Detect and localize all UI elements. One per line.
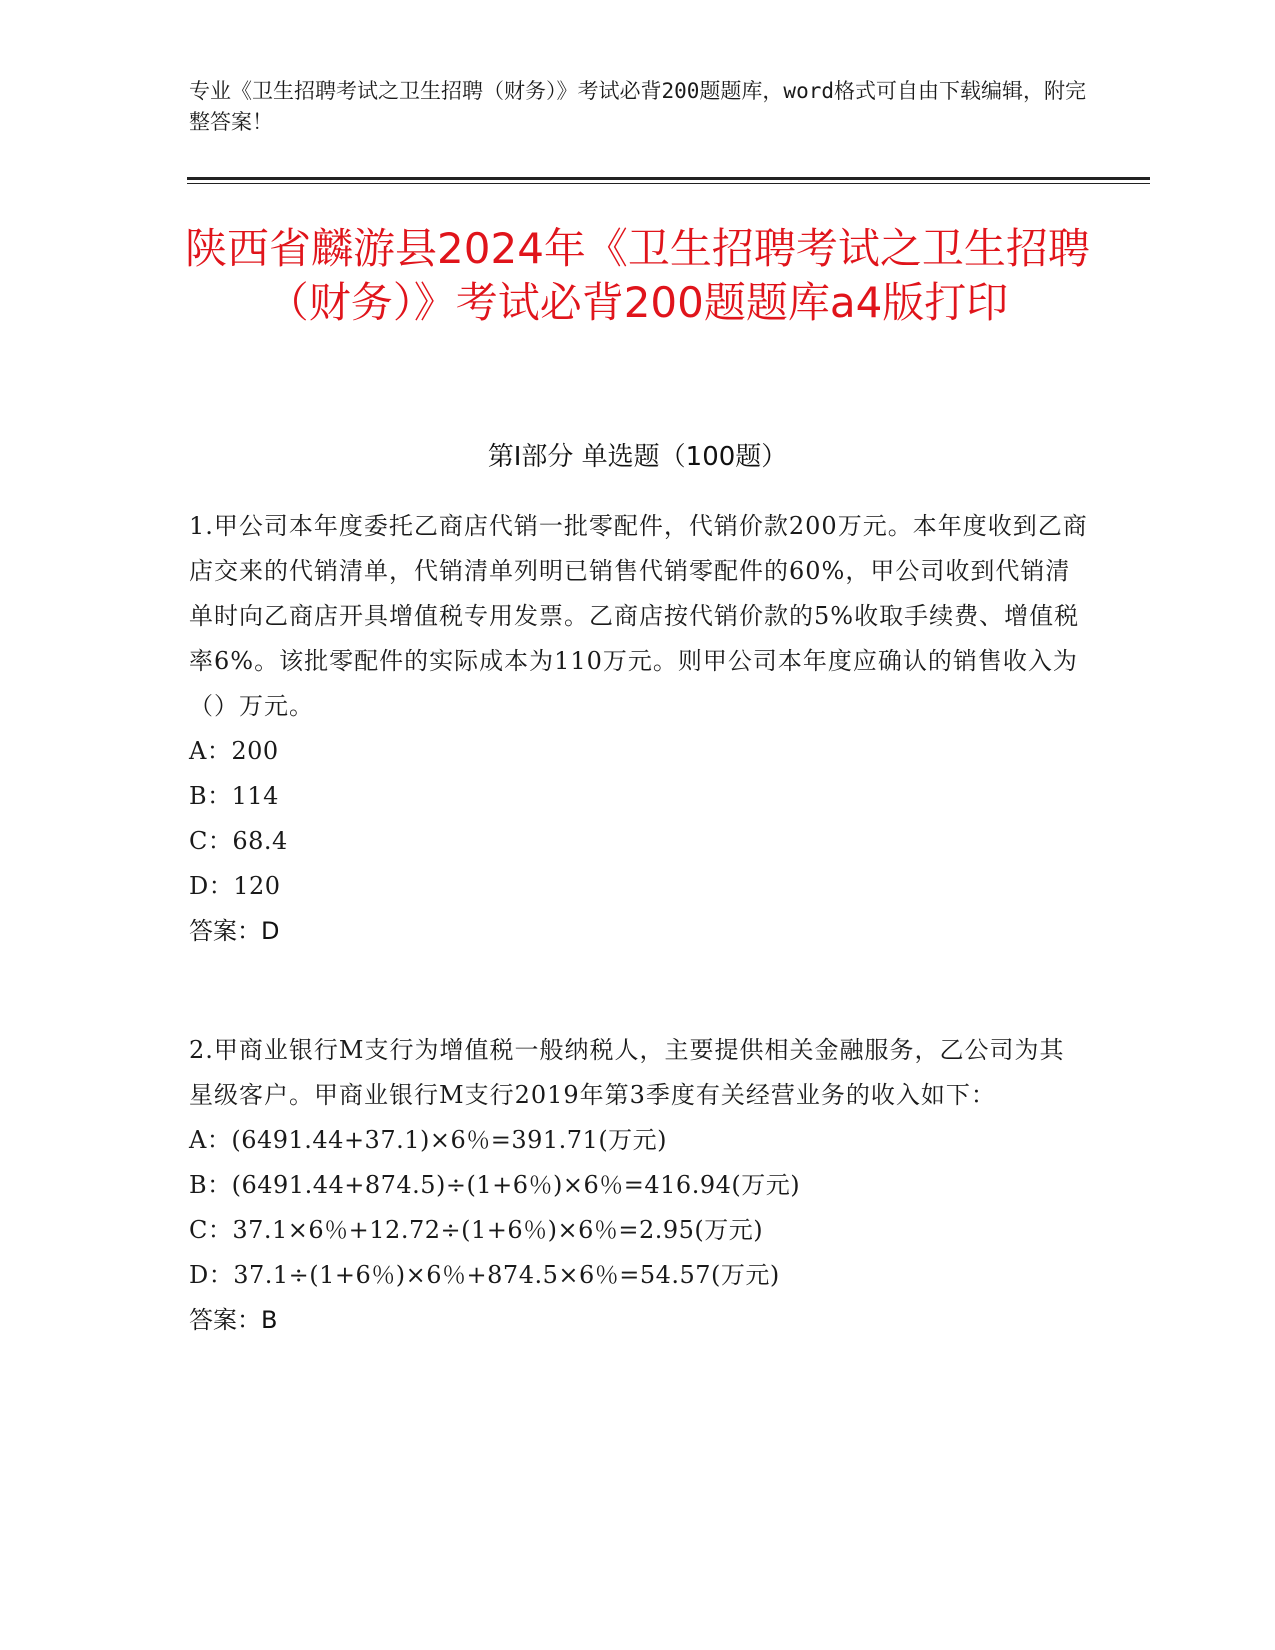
question-stem: 2.甲商业银行M支行为增值税一般纳税人，主要提供相关金融服务，乙公司为其星级客户。甲商业银行M支行2019年第3季度有关经营业务的收入如下： <box>189 1036 1065 1109</box>
question-1 <box>189 504 1089 954</box>
option-c: C：37.1×6％+12.72÷(1+6％)×6％=2.95(万元) <box>189 1216 764 1244</box>
question-stem: 1.甲公司本年度委托乙商店代销一批零配件，代销价款200万元。本年度收到乙商店交来的代销清单，代销清单列明已销售代销零配件的60%，甲公司收到代销清单时向乙商店开具增值税专用发票。乙商店按代销价款的5%收取手续费、增值税率6%。该批零配件的实际成本为110万元。则甲公司本年度应确认的销售收入为（）万元。 <box>189 512 1088 720</box>
header-rule-thick <box>187 177 1150 180</box>
option-b: B：(6491.44+874.5)÷(1+6％)×6％=416.94(万元) <box>189 1171 801 1199</box>
header-note: 专业《卫生招聘考试之卫生招聘（财务）》考试必背200题题库，word格式可自由下载编辑，附完整答案！ <box>189 79 1086 134</box>
answer-label: 答案：D <box>189 917 280 945</box>
document-title: 陕西省麟游县2024年《卫生招聘考试之卫生招聘（财务）》考试必背200题题库a4版打印 <box>185 224 1090 327</box>
option-b: B：114 <box>189 782 279 810</box>
question-2 <box>189 1028 1089 1343</box>
option-a: A：200 <box>189 737 279 765</box>
option-c: C：68.4 <box>189 827 288 855</box>
header-rule-thin <box>187 183 1150 184</box>
option-a: A：(6491.44+37.1)×6％=391.71(万元) <box>189 1126 668 1154</box>
option-d: D：120 <box>189 872 281 900</box>
option-d: D：37.1÷(1+6％)×6％+874.5×6％=54.57(万元) <box>189 1261 780 1289</box>
answer-label: 答案：B <box>189 1306 278 1334</box>
section-title: 第I部分 单选题（100题） <box>487 442 788 472</box>
